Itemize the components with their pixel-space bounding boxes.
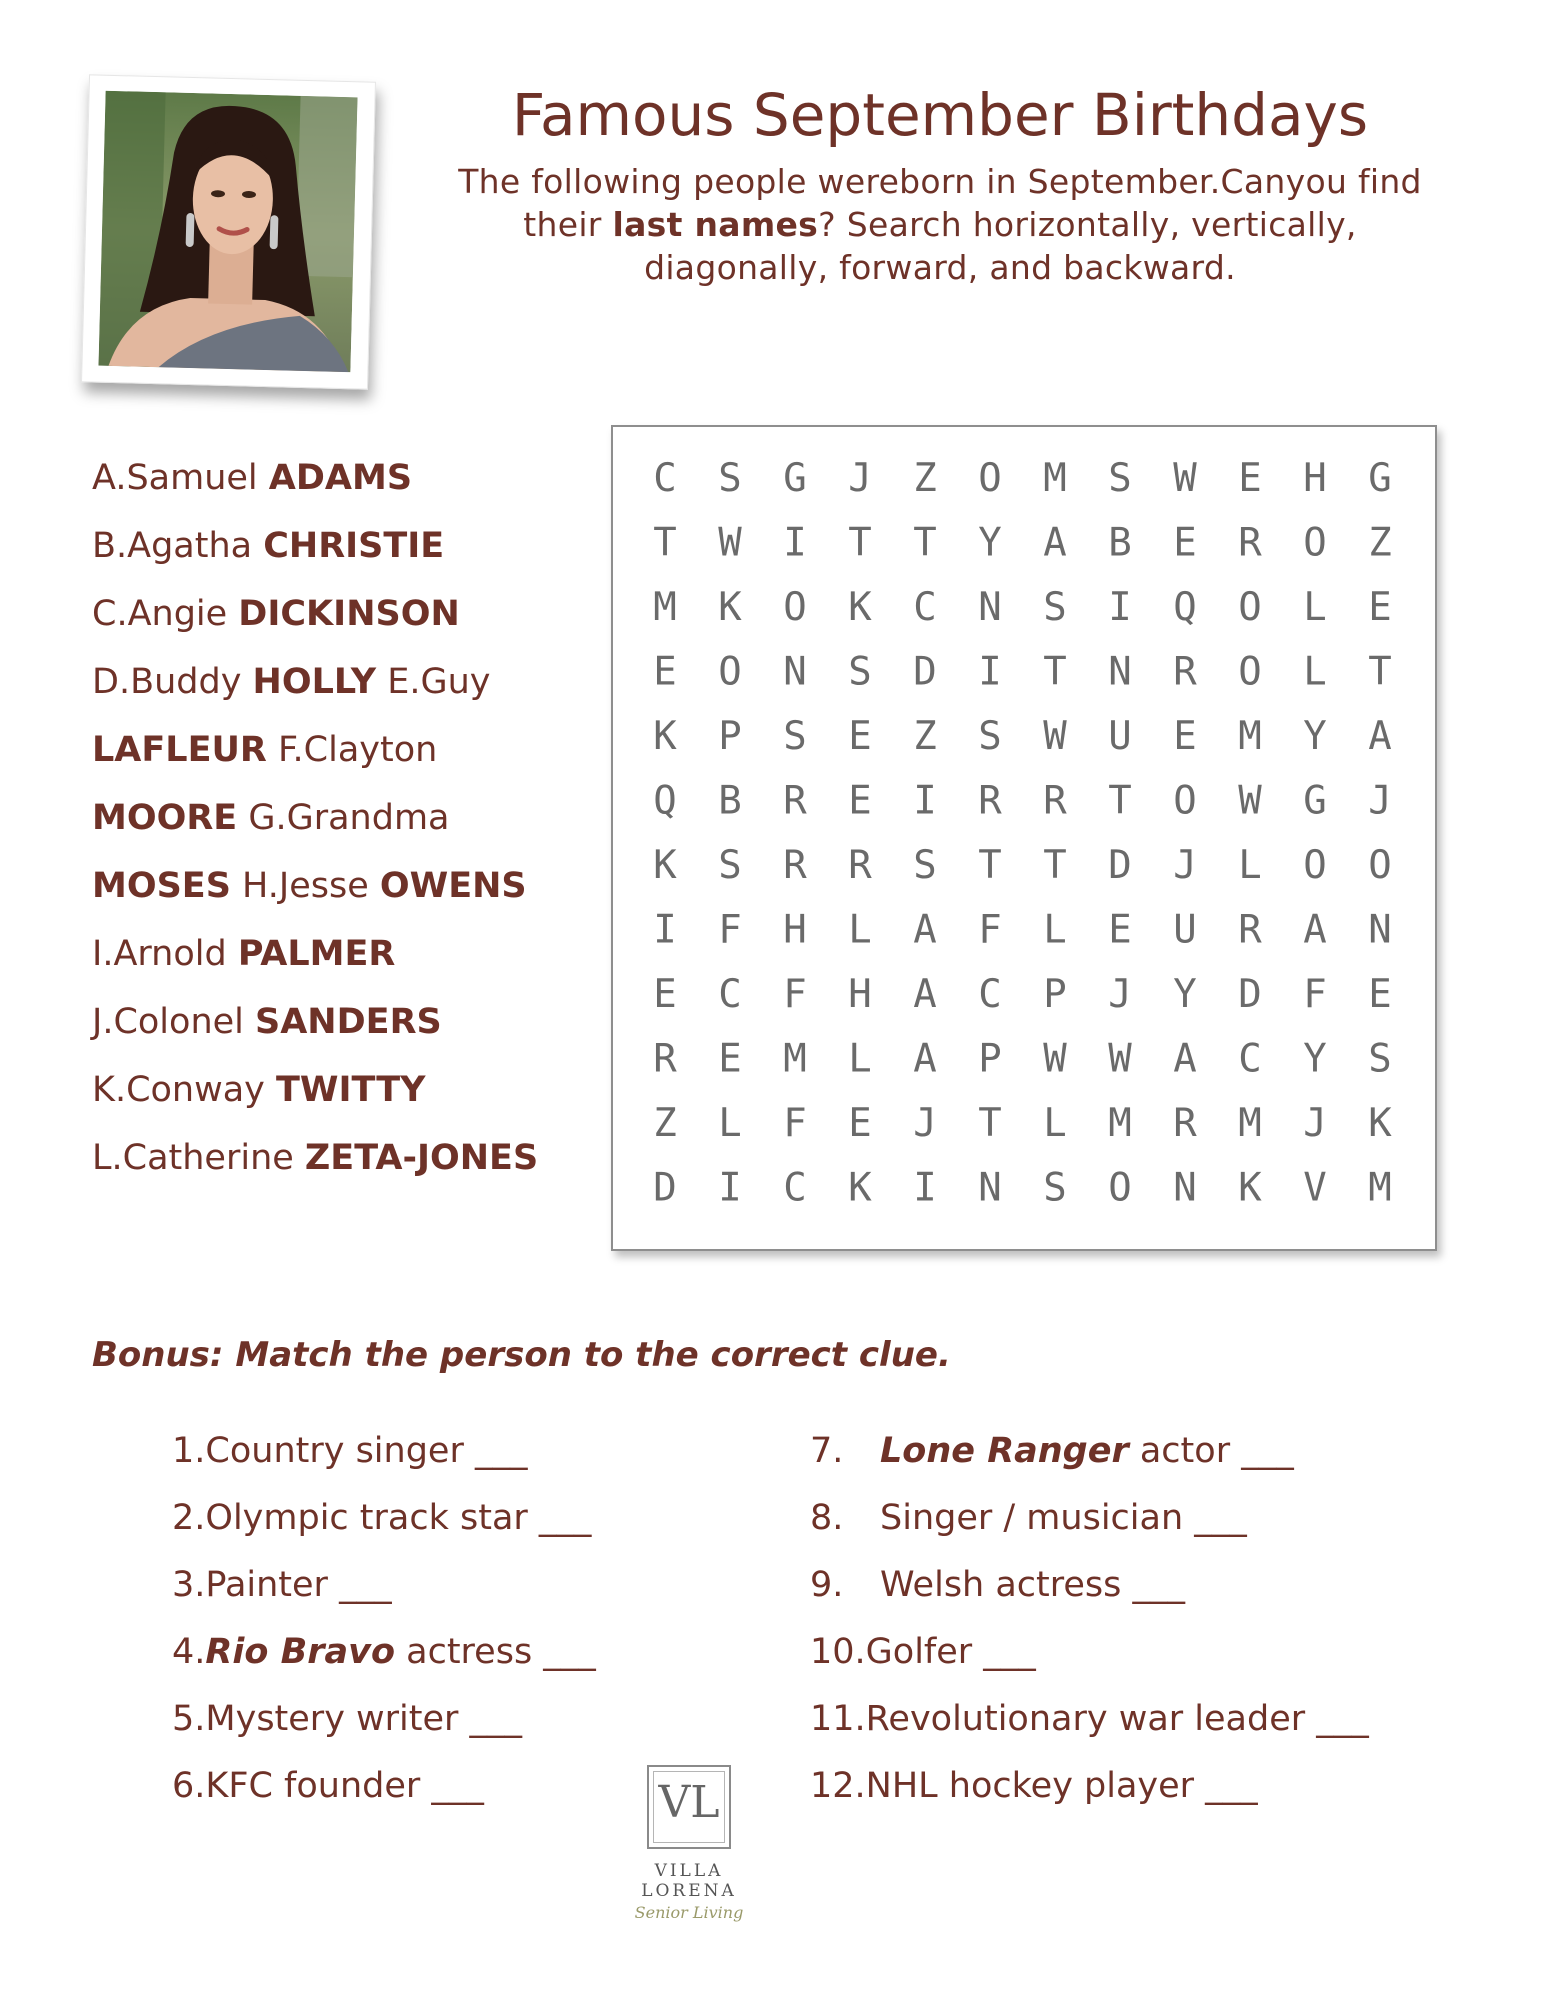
logo-mark-icon: VL bbox=[647, 1765, 731, 1849]
grid-letter: O bbox=[783, 585, 807, 630]
grid-letter: Z bbox=[913, 714, 937, 759]
grid-letter: J bbox=[1303, 1101, 1327, 1146]
grid-letter: F bbox=[783, 972, 807, 1017]
grid-letter: C bbox=[718, 972, 742, 1017]
grid-letter: O bbox=[718, 649, 742, 695]
name-entry: G.Grandma MOSES bbox=[92, 798, 450, 906]
grid-letter: F bbox=[718, 907, 742, 953]
grid-letter: T bbox=[913, 520, 937, 566]
clue-item: 4.Rio Bravo actress ___ bbox=[172, 1632, 596, 1672]
grid-letter: E bbox=[848, 1101, 872, 1146]
grid-letter: T bbox=[978, 1101, 1002, 1146]
grid-letter: N bbox=[1108, 649, 1132, 695]
grid-letter: D bbox=[1238, 972, 1262, 1017]
clue-item: 5.Mystery writer ___ bbox=[172, 1699, 523, 1739]
grid-letter: O bbox=[978, 456, 1002, 501]
grid-letter: I bbox=[1108, 585, 1132, 630]
grid-letter: J bbox=[1173, 843, 1197, 888]
grid-letter: F bbox=[783, 1101, 807, 1146]
grid-letter: H bbox=[1303, 456, 1327, 501]
grid-letter: A bbox=[1303, 907, 1327, 953]
grid-letter: O bbox=[1303, 843, 1327, 888]
grid-letter: E bbox=[653, 972, 677, 1017]
letter-grid bbox=[613, 427, 1435, 1249]
grid-letter: L bbox=[1238, 843, 1262, 888]
grid-letter: O bbox=[1108, 1165, 1132, 1211]
portrait-image bbox=[98, 91, 357, 373]
names-list bbox=[92, 444, 592, 1192]
grid-letter: L bbox=[1303, 585, 1327, 630]
grid-letter: N bbox=[1368, 907, 1392, 953]
grid-letter: H bbox=[848, 972, 872, 1017]
grid-letter: I bbox=[653, 907, 677, 953]
grid-letter: K bbox=[653, 714, 677, 759]
grid-letter: Z bbox=[1368, 520, 1392, 566]
grid-letter: G bbox=[1368, 456, 1392, 501]
grid-letter: K bbox=[848, 585, 872, 630]
grid-letter: K bbox=[1238, 1165, 1262, 1211]
name-entry: B.Agatha CHRISTIE bbox=[92, 526, 445, 566]
grid-letter: T bbox=[1043, 843, 1067, 888]
grid-letter: V bbox=[1303, 1165, 1327, 1211]
grid-letter: F bbox=[1303, 972, 1327, 1017]
grid-letter: K bbox=[653, 843, 677, 888]
grid-letter: R bbox=[1043, 778, 1067, 824]
grid-letter: R bbox=[783, 843, 807, 888]
grid-letter: P bbox=[978, 1036, 1002, 1082]
grid-letter: R bbox=[1173, 649, 1197, 695]
grid-letter: N bbox=[978, 1165, 1002, 1211]
word-search-grid bbox=[611, 425, 1437, 1251]
grid-letter: S bbox=[848, 649, 872, 695]
grid-letter: S bbox=[978, 714, 1002, 759]
clue-item: 3.Painter ___ bbox=[172, 1565, 392, 1605]
grid-letter: T bbox=[848, 520, 872, 566]
name-entry: D.Buddy HOLLY bbox=[92, 662, 377, 702]
grid-letter: W bbox=[1043, 1036, 1067, 1082]
grid-letter: W bbox=[1108, 1036, 1132, 1082]
grid-letter: E bbox=[653, 649, 677, 695]
grid-letter: U bbox=[1108, 714, 1132, 759]
grid-letter: Y bbox=[1303, 714, 1327, 759]
grid-letter: R bbox=[653, 1036, 677, 1082]
villa-lorena-logo bbox=[604, 1765, 774, 1922]
name-entry: L.Catherine ZETA-JONES bbox=[92, 1138, 539, 1178]
grid-letter: E bbox=[1173, 520, 1197, 566]
grid-letter: K bbox=[1368, 1101, 1392, 1146]
grid-letter: I bbox=[978, 649, 1002, 695]
grid-letter: R bbox=[1238, 907, 1262, 953]
grid-letter: T bbox=[1043, 649, 1067, 695]
grid-letter: R bbox=[1173, 1101, 1197, 1146]
instructions-pre: The following people wereborn in September.Canyou find their bbox=[458, 162, 1422, 244]
clue-item: 1.Country singer ___ bbox=[172, 1431, 528, 1471]
grid-letter: O bbox=[1368, 843, 1392, 888]
grid-letter: D bbox=[1108, 843, 1132, 888]
grid-letter: R bbox=[978, 778, 1002, 824]
grid-letter: Y bbox=[978, 520, 1002, 566]
grid-letter: O bbox=[1173, 778, 1197, 824]
name-entry: C.Angie DICKINSON bbox=[92, 594, 460, 634]
grid-letter: M bbox=[1238, 1101, 1262, 1146]
instructions-bold: last names bbox=[612, 205, 819, 244]
grid-letter: Y bbox=[1303, 1036, 1327, 1082]
instructions-post: ? Search horizontally, vertically, diagonally, forward, and backward. bbox=[644, 205, 1357, 287]
grid-letter: B bbox=[718, 778, 742, 824]
grid-letter: R bbox=[783, 778, 807, 824]
grid-letter: L bbox=[1043, 1101, 1067, 1146]
grid-letter: L bbox=[718, 1101, 742, 1146]
grid-letter: R bbox=[848, 843, 872, 888]
grid-letter: Q bbox=[1173, 585, 1197, 630]
grid-letter: O bbox=[1303, 520, 1327, 566]
grid-letter: J bbox=[1368, 778, 1392, 824]
grid-letter: I bbox=[913, 778, 937, 824]
grid-letter: L bbox=[1303, 649, 1327, 695]
grid-letter: W bbox=[1238, 778, 1262, 824]
grid-letter: Y bbox=[1173, 972, 1197, 1017]
grid-letter: A bbox=[1368, 714, 1392, 759]
grid-letter: S bbox=[1043, 1165, 1067, 1211]
clue-item: 6.KFC founder ___ bbox=[172, 1766, 484, 1806]
grid-letter: M bbox=[1368, 1165, 1392, 1211]
grid-letter: G bbox=[1303, 778, 1327, 824]
clue-item: 10.Golfer ___ bbox=[810, 1632, 1036, 1672]
clue-item: 8. Singer / musician ___ bbox=[810, 1498, 1247, 1538]
name-entry: A.Samuel ADAMS bbox=[92, 458, 413, 498]
grid-letter: I bbox=[718, 1165, 742, 1211]
grid-letter: I bbox=[913, 1165, 937, 1211]
grid-letter: U bbox=[1173, 907, 1197, 953]
grid-letter: S bbox=[1108, 456, 1132, 501]
grid-letter: B bbox=[1108, 520, 1132, 566]
grid-letter: M bbox=[1043, 456, 1067, 501]
grid-letter: E bbox=[848, 778, 872, 824]
name-entry: J.Colonel SANDERS bbox=[92, 1002, 442, 1042]
grid-letter: M bbox=[653, 585, 677, 630]
grid-letter: D bbox=[913, 649, 937, 695]
grid-letter: D bbox=[653, 1165, 677, 1211]
clue-item: 9. Welsh actress ___ bbox=[810, 1565, 1186, 1605]
grid-letter: J bbox=[913, 1101, 937, 1146]
grid-letter: C bbox=[913, 585, 937, 630]
name-entry: F.Clayton MOORE bbox=[92, 730, 438, 838]
name-entry: K.Conway TWITTY bbox=[92, 1070, 426, 1110]
grid-letter: E bbox=[1173, 714, 1197, 759]
grid-letter: A bbox=[913, 1036, 937, 1082]
grid-letter: N bbox=[783, 649, 807, 695]
grid-letter: C bbox=[783, 1165, 807, 1211]
grid-letter: J bbox=[1108, 972, 1132, 1017]
grid-letter: S bbox=[783, 714, 807, 759]
grid-letter: K bbox=[848, 1165, 872, 1211]
grid-letter: P bbox=[1043, 972, 1067, 1017]
grid-letter: S bbox=[913, 843, 937, 888]
grid-letter: E bbox=[1368, 585, 1392, 630]
grid-letter: A bbox=[913, 972, 937, 1017]
grid-letter: E bbox=[1238, 456, 1262, 501]
grid-letter: E bbox=[848, 714, 872, 759]
grid-letter: M bbox=[1108, 1101, 1132, 1146]
grid-letter: E bbox=[1368, 972, 1392, 1017]
clues-right-column bbox=[810, 1418, 1450, 1820]
grid-letter: S bbox=[1043, 585, 1067, 630]
grid-letter: T bbox=[1368, 649, 1392, 695]
grid-letter: F bbox=[978, 907, 1002, 953]
grid-letter: C bbox=[978, 972, 1002, 1017]
clue-item: 12.NHL hockey player ___ bbox=[810, 1766, 1258, 1806]
name-entry: H.Jesse OWENS bbox=[242, 866, 527, 906]
logo-tagline: Senior Living bbox=[634, 1903, 744, 1922]
grid-letter: P bbox=[718, 714, 742, 759]
grid-letter: N bbox=[978, 585, 1002, 630]
grid-letter: C bbox=[1238, 1036, 1262, 1082]
grid-letter: Z bbox=[653, 1101, 677, 1146]
grid-letter: T bbox=[653, 520, 677, 566]
grid-letter: Z bbox=[913, 456, 937, 501]
grid-letter: I bbox=[783, 520, 807, 566]
name-entry: E.Guy LAFLEUR bbox=[92, 662, 491, 770]
grid-letter: W bbox=[1173, 456, 1197, 501]
grid-letter: M bbox=[783, 1036, 807, 1082]
grid-letter: S bbox=[1368, 1036, 1392, 1082]
grid-letter: T bbox=[1108, 778, 1132, 824]
page-title: Famous September Birthdays bbox=[511, 81, 1369, 149]
grid-letter: T bbox=[978, 843, 1002, 888]
grid-letter: H bbox=[783, 907, 807, 953]
grid-letter: O bbox=[1238, 585, 1262, 630]
clue-item: 11.Revolutionary war leader ___ bbox=[810, 1699, 1369, 1739]
clues-left-column bbox=[172, 1418, 772, 1820]
portrait-photo bbox=[81, 74, 376, 389]
logo-brand: VILLA LORENA bbox=[641, 1861, 737, 1901]
grid-letter: E bbox=[718, 1036, 742, 1082]
grid-letter: L bbox=[848, 907, 872, 953]
grid-letter: W bbox=[718, 520, 742, 566]
bonus-heading: Bonus: Match the person to the correct clue. bbox=[92, 1335, 951, 1375]
grid-letter: N bbox=[1173, 1165, 1197, 1211]
grid-letter: M bbox=[1238, 714, 1262, 759]
grid-letter: C bbox=[653, 456, 677, 501]
grid-letter: K bbox=[718, 585, 742, 630]
grid-letter: L bbox=[1043, 907, 1067, 953]
name-entry: I.Arnold PALMER bbox=[92, 934, 396, 974]
grid-letter: L bbox=[848, 1036, 872, 1082]
grid-letter: E bbox=[1108, 907, 1132, 953]
grid-letter: S bbox=[718, 843, 742, 888]
grid-letter: Q bbox=[653, 778, 677, 824]
clue-item: 7. Lone Ranger actor ___ bbox=[810, 1431, 1294, 1471]
grid-letter: O bbox=[1238, 649, 1262, 695]
clue-item: 2.Olympic track star ___ bbox=[172, 1498, 592, 1538]
grid-letter: A bbox=[913, 907, 937, 953]
grid-letter: J bbox=[848, 456, 872, 501]
instructions bbox=[450, 160, 1430, 289]
grid-letter: S bbox=[718, 456, 742, 501]
grid-letter: G bbox=[783, 456, 807, 501]
grid-letter: R bbox=[1238, 520, 1262, 566]
grid-letter: A bbox=[1043, 520, 1067, 566]
grid-letter: W bbox=[1043, 714, 1067, 759]
grid-letter: A bbox=[1173, 1036, 1197, 1082]
